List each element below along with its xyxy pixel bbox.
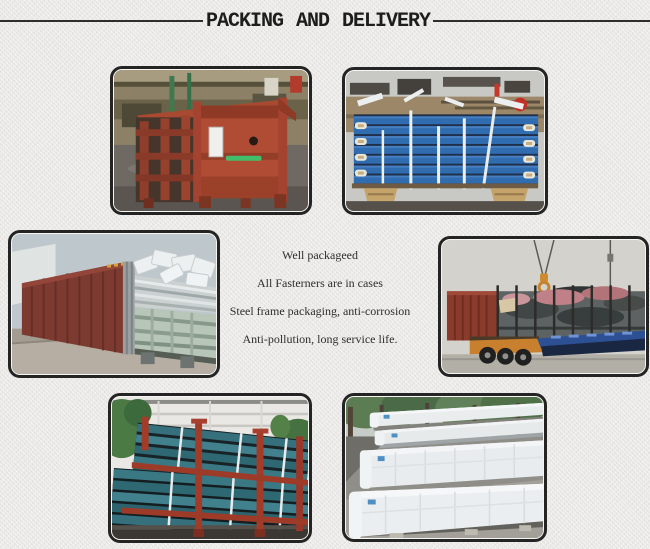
blue-beams-photo-illustration xyxy=(346,71,544,211)
wrapped-beams-photo-illustration xyxy=(346,397,543,538)
page-title: PACKING AND DELIVERY xyxy=(206,9,431,33)
truck-photo-illustration xyxy=(442,240,645,373)
description-line: Anti-pollution, long service life. xyxy=(242,332,398,346)
section-header xyxy=(0,7,650,35)
title-rule-right xyxy=(433,20,650,22)
photo-truck-crane-loading xyxy=(438,236,649,377)
racked-beams-photo-illustration xyxy=(112,397,308,539)
container-photo-illustration xyxy=(12,234,216,374)
description-line: All Fasterners are in cases xyxy=(257,276,383,290)
packing-description xyxy=(205,241,435,353)
photo-blue-beams-strapped xyxy=(342,67,548,215)
photo-teal-beams-red-racks xyxy=(108,393,312,543)
description-line: Well packageed xyxy=(282,248,358,262)
red-crate-photo-illustration xyxy=(114,70,308,211)
photo-red-steel-packing-crate xyxy=(110,66,312,215)
description-line: Steel frame packaging, anti-corrosion xyxy=(229,304,411,318)
photo-container-loading xyxy=(8,230,220,378)
title-rule-left xyxy=(0,20,203,22)
photo-white-wrapped-beams xyxy=(342,393,547,542)
